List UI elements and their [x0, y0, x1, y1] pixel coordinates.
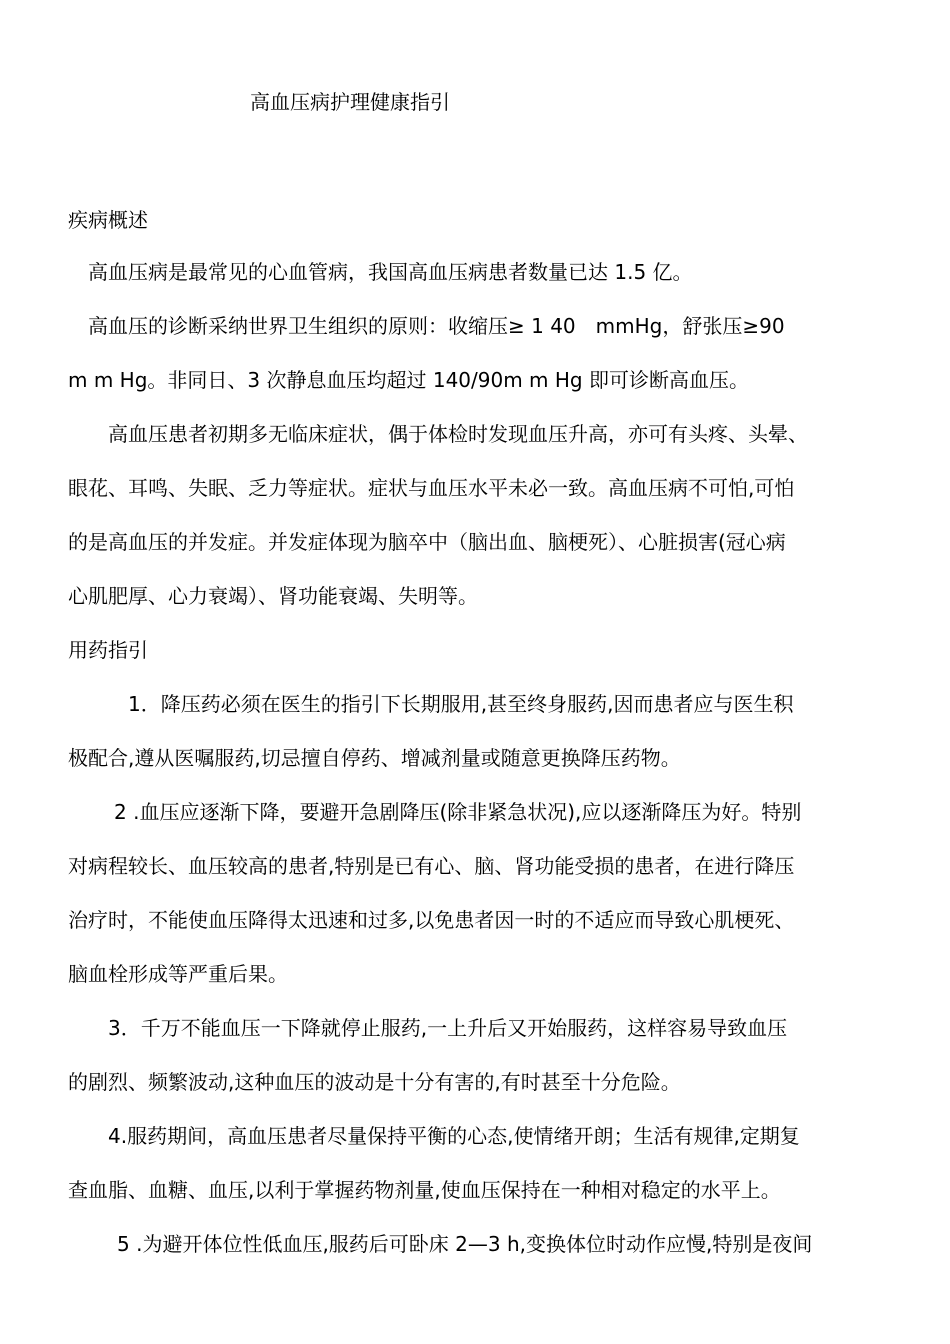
paragraph-line: 的剧烈、频繁波动,这种血压的波动是十分有害的,有时甚至十分危险。: [68, 1070, 681, 1094]
paragraph-line: 1．降压药必须在医生的指引下长期服用,甚至终身服药,因而患者应与医生积: [128, 692, 794, 716]
paragraph-line: 眼花、耳鸣、失眠、乏力等症状。症状与血压水平未必一致。高血压病不可怕,可怕: [68, 476, 795, 500]
paragraph-line: 高血压病是最常见的心血管病，我国高血压病患者数量已达 1.5 亿。: [88, 260, 693, 284]
paragraph-line: 4.服药期间，高血压患者尽量保持平衡的心态,使情绪开朗；生活有规律,定期复: [108, 1124, 800, 1148]
section-heading: 用药指引: [68, 638, 148, 662]
paragraph-line: 心肌肥厚、心力衰竭）、肾功能衰竭、失明等。: [68, 584, 478, 608]
paragraph-line: 对病程较长、血压较高的患者,特别是已有心、脑、肾功能受损的患者，在进行降压: [68, 854, 795, 878]
paragraph-line: 5 .为避开体位性低血压,服药后可卧床 2—3 h,变换体位时动作应慢,特别是夜间: [117, 1232, 813, 1256]
paragraph-line: 脑血栓形成等严重后果。: [68, 962, 288, 986]
paragraph-line: 极配合,遵从医嘱服药,切忌擅自停药、增减剂量或随意更换降压药物。: [68, 746, 681, 770]
paragraph-line: 2 .血压应逐渐下降，要避开急剧降压(除非紧急状况),应以逐渐降压为好。特别: [114, 800, 802, 824]
paragraph-line: m m Hg。非同日、3 次静息血压均超过 140/90m m Hg 即可诊断高血压。: [68, 368, 749, 392]
paragraph-line: 高血压的诊断采纳世界卫生组织的原则：收缩压≥ 1 40 mmHg，舒张压≥90: [88, 314, 785, 338]
paragraph-line: 3．千万不能血压一下降就停止服药,一上升后又开始服药，这样容易导致血压: [108, 1016, 788, 1040]
paragraph-line: 高血压患者初期多无临床症状，偶于体检时发现血压升高，亦可有头疼、头晕、: [108, 422, 808, 446]
paragraph-line: 治疗时，不能使血压降得太迅速和过多,以免患者因一时的不适应而导致心肌梗死、: [68, 908, 795, 932]
document-title: 高血压病护理健康指引: [250, 90, 450, 114]
section-heading: 疾病概述: [68, 208, 148, 232]
paragraph-line: 的是高血压的并发症。并发症体现为脑卒中（脑出血、脑梗死）、心脏损害(冠心病: [68, 530, 786, 554]
paragraph-line: 查血脂、血糖、血压,以利于掌握药物剂量,使血压保持在一种相对稳定的水平上。: [68, 1178, 781, 1202]
